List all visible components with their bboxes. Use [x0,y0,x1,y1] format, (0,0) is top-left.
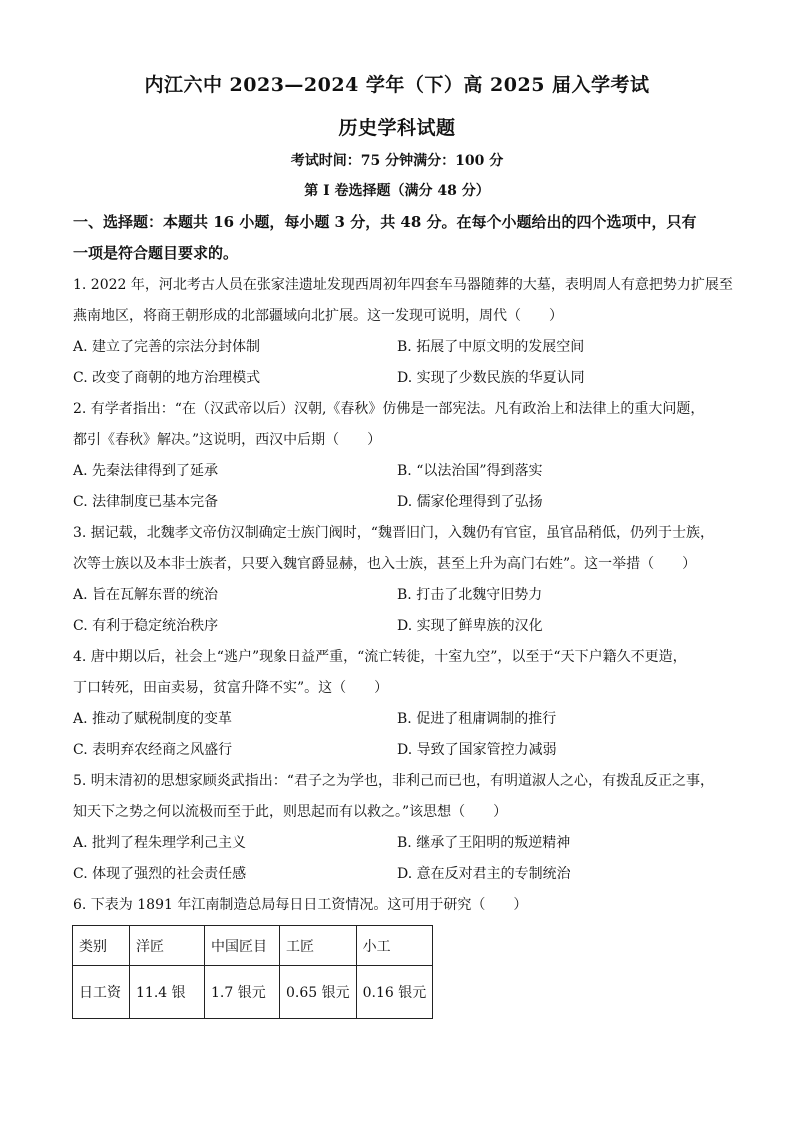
question-5-stem-1: 5. 明末清初的思想家顾炎武指出：“君子之为学也，非利己而已也，有明道淑人之心，有拨乱反正之事， [73,773,714,789]
table-header-cell: 工匠 [280,926,357,966]
table-cell: 1.7 银元 [205,966,280,1019]
question-1-stem-2: 燕南地区，将商王朝形成的北部疆域向北扩展。这一发现可说明，周代（ ） [73,308,563,324]
table-header-cell: 洋匠 [130,926,205,966]
question-1-option-b: B. 拓展了中原文明的发展空间 [397,339,585,355]
table-cell: 11.4 银 [130,966,205,1019]
subject-title: 历史学科试题 [338,117,456,139]
table-cell: 日工资 [73,966,130,1019]
question-4-option-d: D. 导致了国家管控力减弱 [397,742,557,758]
question-4-option-a: A. 推动了赋税制度的变革 [73,711,233,727]
question-5-option-a: A. 批判了程朱理学利己主义 [73,835,247,851]
question-4-stem-1: 4. 唐中期以后，社会上“逃户”现象日益严重，“流亡转徙，十室九空”，以至于“天下户籍久不更造， [73,649,687,665]
question-3-stem-2: 次等士族以及本非士族者，只要入魏官爵显赫，也入士族，甚至上升为高门右姓”。这一举措（ ） [73,554,733,574]
question-3-stem-1-visible: 3. 据记载，北魏孝文帝仿汉制确定士族门阀时，“魏晋旧门，入魏仍有官宦，虽官品稍低，仍列于士族， [73,525,714,541]
exam-info: 考试时间：75 分钟满分：100 分 [290,153,504,169]
question-2-option-c: C. 法律制度已基本完备 [73,494,219,510]
question-5-option-b: B. 继承了王阳明的叛逆精神 [397,835,571,851]
question-5-option-c: C. 体现了强烈的社会责任感 [73,866,247,882]
table-header-cell: 小工 [356,926,433,966]
instructions-line-2: 一项是符合题目要求的。 [73,244,239,262]
question-2-option-b: B. “以法治国”得到落实 [397,463,543,479]
table-row [73,966,433,1019]
question-5-option-d: D. 意在反对君主的专制统治 [397,866,571,882]
instructions-line-1: 一、选择题：本题共 16 小题，每小题 3 分，共 48 分。在每个小题给出的四个选项中，只有 [73,213,697,231]
question-2-option-a: A. 先秦法律得到了延承 [73,463,219,479]
question-5-stem-2: 知天下之势之何以流极而至于此，则思起而有以救之。”该思想（ ） [73,804,508,820]
table-cell: 0.16 银元 [356,966,433,1019]
question-2-option-d: D. 儒家伦理得到了弘扬 [397,494,543,510]
question-2-stem-2: 都引《春秋》解决。”这说明，西汉中后期（ ） [73,432,382,448]
table-header-cell: 类别 [73,926,130,966]
table-cell: 0.65 银元 [280,966,357,1019]
exam-title: 内江六中 2023—2024 学年（下）高 2025 届入学考试 [144,74,650,96]
wage-table [72,925,433,1019]
question-1-option-c: C. 改变了商朝的地方治理模式 [73,370,261,386]
question-3-option-d: D. 实现了鲜卑族的汉化 [397,618,543,634]
question-4-stem-2: 丁口转死，田亩卖易，贫富升降不实”。这（ ） [73,680,389,696]
question-2-stem-1: 2. 有学者指出：“在（汉武帝以后）汉朝,《春秋》仿佛是一部宪法。凡有政治上和法律上的重大问题， [73,401,705,417]
question-3-option-c: C. 有利于稳定统治秩序 [73,618,219,634]
question-1-option-d: D. 实现了少数民族的华夏认同 [397,370,585,386]
table-header-row [73,926,433,966]
question-1-stem-1: 1. 2022 年，河北考古人员在张家洼遗址发现西周初年四套车马器随葬的大墓，表明周人有意把势力扩展至 [73,277,733,293]
table-header-cell: 中国匠目 [205,926,280,966]
question-6-stem-1: 6. 下表为 1891 年江南制造总局每日日工资情况。这可用于研究（ ） [73,897,528,913]
question-3-option-b: B. 打击了北魏守旧势力 [397,587,543,603]
section-title: 第 I 卷选择题（满分 48 分） [304,183,490,199]
question-3-option-a: A. 旨在瓦解东晋的统治 [73,587,219,603]
question-4-option-c: C. 表明弃农经商之风盛行 [73,742,233,758]
question-1-option-a: A. 建立了完善的宗法分封体制 [73,339,261,355]
question-4-option-b: B. 促进了租庸调制的推行 [397,711,557,727]
